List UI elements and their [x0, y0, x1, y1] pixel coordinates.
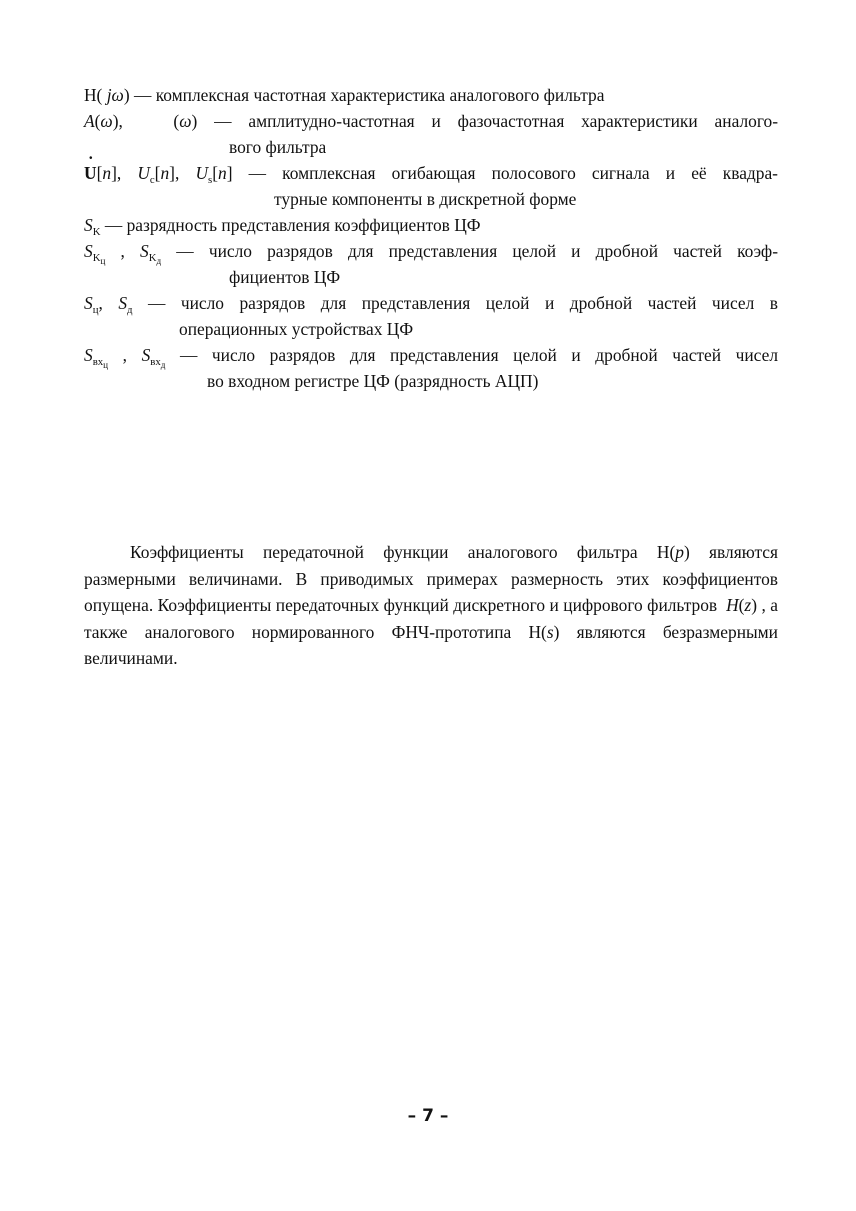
notation-dash: — [165, 345, 212, 365]
paragraph-text: Коэффициенты передаточной функции аналогового фильтра H(p) являются размерными величинами. В приводимых примерах размерность этих коэффициентов опущена. Коэффициенты передаточных функций дискретного и цифрового фильтров H(z) , а также аналогового нормированного ФНЧ-прототипа H(s) являются безразмерными величинами. [84, 542, 778, 668]
notation-dash: — [132, 293, 181, 313]
notation-dash: — [161, 241, 209, 261]
notation-continuation: вого фильтра [229, 137, 327, 157]
notation-continuation: операционных устройствах ЦФ [179, 319, 414, 339]
notation-symbol: $S_{K_ц}$ , $S_{K_д}$ [84, 241, 162, 266]
notation-first-line [84, 238, 778, 264]
notation-entry [84, 160, 778, 212]
notation-entry [84, 238, 778, 290]
notation-first-line [84, 82, 778, 108]
notation-description: разрядность представления коэффициентов ЦФ [126, 215, 481, 235]
notation-description: число разрядов для представления целой и дробной частей чисел [211, 345, 778, 365]
notation-dash: — [100, 215, 127, 235]
body-paragraph [84, 539, 778, 672]
notation-entry [84, 290, 778, 342]
notation-entry [84, 108, 778, 160]
notation-symbol: $S_{вх_ц}$ , $S_{вх_д}$ [84, 345, 166, 370]
notation-first-line [84, 342, 778, 368]
page-number: – 7 – [407, 1106, 449, 1126]
notation-dash: — [232, 163, 283, 183]
notation-dash: — [197, 111, 249, 131]
notation-symbol: $S_K$ [84, 215, 101, 238]
notation-description: число разрядов для представления целой и дробной частей коэф- [208, 241, 778, 261]
notation-entry [84, 342, 778, 394]
notation-first-line [84, 160, 778, 186]
notation-symbol: H( jω) [84, 85, 130, 105]
notation-description: амплитудно-частотная и фазочастотная характеристики аналого- [248, 111, 779, 131]
notation-continuation: фициентов ЦФ [229, 267, 341, 287]
notation-description: комплексная огибающая полосового сигнала и её квадра- [282, 163, 778, 183]
notation-dash: — [129, 85, 156, 105]
notation-entry [84, 82, 778, 108]
notation-continuation: во входном регистре ЦФ (разрядность АЦП) [207, 371, 539, 391]
notation-first-line [84, 212, 778, 238]
notation-symbol: A(ω), (ω) [84, 111, 198, 131]
notation-list [84, 82, 778, 394]
notation-entry [84, 212, 778, 238]
notation-symbol: $S_ц$, $S_д$ [84, 293, 133, 316]
notation-symbol: ˙ U[n], $U_c[n]$, $U_s[n]$ [84, 163, 233, 183]
notation-first-line [84, 290, 778, 316]
notation-continuation: турные компоненты в дискретной форме [274, 189, 577, 209]
notation-description: число разрядов для представления целой и дробной частей чисел в [180, 293, 778, 313]
notation-description: комплексная частотная характеристика аналогового фильтра [155, 85, 605, 105]
notation-first-line [84, 108, 778, 134]
